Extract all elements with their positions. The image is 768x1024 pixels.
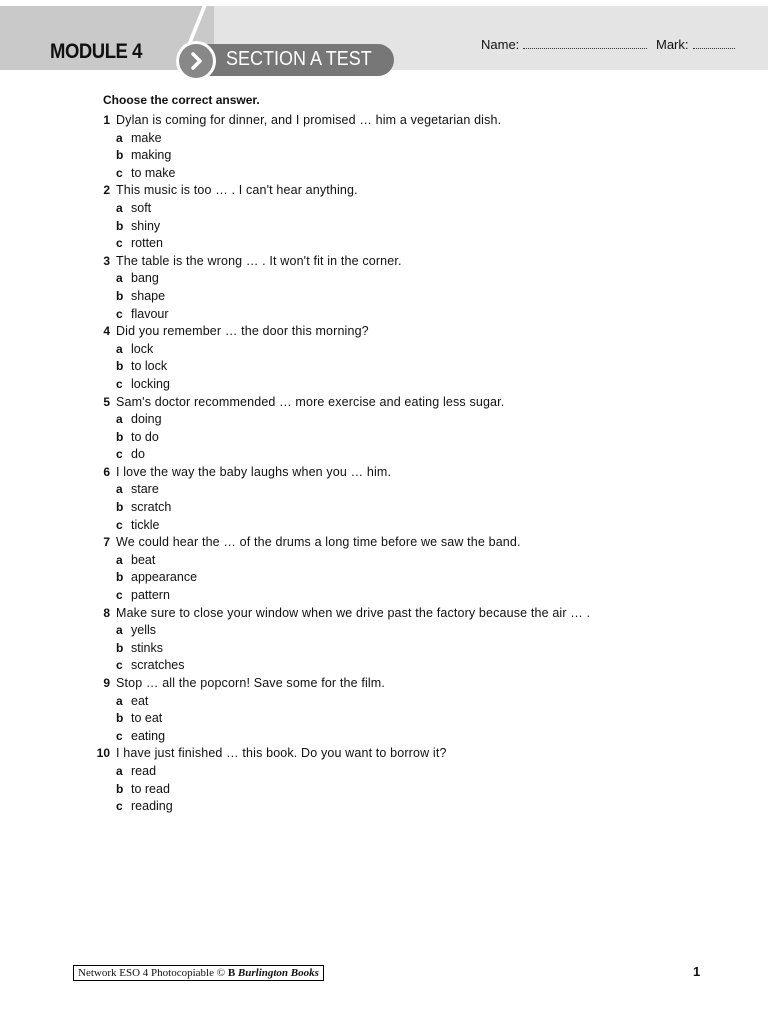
- question-text: I have just finished … this book. Do you want to borrow it?: [116, 746, 447, 761]
- answer-option[interactable]: [94, 376, 714, 394]
- section-title: SECTION A TEST: [226, 48, 372, 70]
- option-text: stinks: [131, 640, 163, 655]
- answer-option[interactable]: [94, 499, 714, 517]
- question-number: 5: [103, 394, 110, 409]
- answer-option[interactable]: [94, 728, 714, 746]
- option-letter: b: [116, 711, 124, 726]
- answer-option[interactable]: [94, 288, 714, 306]
- mark-label: Mark:: [656, 37, 689, 52]
- footer-copyright: [73, 965, 324, 981]
- option-letter: b: [116, 429, 124, 444]
- option-letter: c: [116, 376, 123, 391]
- answer-option[interactable]: [94, 781, 714, 799]
- option-text: shape: [131, 288, 166, 303]
- question-line: [94, 745, 714, 763]
- option-text: scratches: [131, 658, 185, 673]
- name-blank[interactable]: [523, 39, 647, 49]
- option-text: scratch: [131, 500, 172, 515]
- question-item: [94, 605, 714, 675]
- question-text: I love the way the baby laughs when you … him.: [116, 464, 392, 479]
- option-letter: b: [116, 359, 124, 374]
- question-text: Make sure to close your window when we drive past the factory because the air … .: [116, 605, 591, 620]
- question-text: This music is too … . I can't hear anything.: [116, 183, 358, 198]
- question-item: [94, 534, 714, 604]
- option-letter: b: [116, 218, 124, 233]
- option-letter: a: [116, 130, 123, 145]
- question-number: 7: [103, 535, 110, 550]
- option-letter: b: [116, 288, 124, 303]
- name-field: [481, 37, 647, 52]
- question-item: [94, 253, 714, 323]
- option-text: shiny: [131, 218, 161, 233]
- option-text: make: [131, 130, 162, 145]
- publisher-logo: B: [227, 967, 236, 979]
- question-number: 2: [103, 183, 110, 198]
- question-list: [94, 112, 714, 816]
- question-number: 6: [103, 464, 110, 479]
- option-letter: c: [116, 517, 123, 532]
- question-line: [94, 394, 714, 412]
- answer-option[interactable]: [94, 200, 714, 218]
- copyright-text: Network ESO 4 Photocopiable ©: [78, 967, 228, 979]
- question-line: [94, 464, 714, 482]
- module-title: MODULE 4: [50, 40, 142, 63]
- option-text: appearance: [131, 570, 198, 585]
- option-text: tickle: [131, 517, 160, 532]
- option-text: read: [131, 763, 157, 778]
- option-text: to make: [131, 165, 176, 180]
- question-number: 9: [103, 676, 110, 690]
- option-text: to lock: [131, 359, 168, 374]
- option-letter: a: [116, 482, 123, 497]
- answer-option[interactable]: [94, 130, 714, 148]
- option-letter: b: [116, 640, 124, 655]
- answer-option[interactable]: [94, 693, 714, 711]
- question-item: [94, 323, 714, 393]
- option-text: rotten: [131, 236, 163, 251]
- question-number: 10: [96, 746, 110, 761]
- question-number: 1: [103, 113, 110, 127]
- option-text: to eat: [131, 711, 163, 726]
- option-letter: c: [116, 658, 123, 673]
- answer-option[interactable]: [94, 147, 714, 165]
- question-number: 4: [103, 324, 110, 339]
- option-letter: c: [116, 447, 123, 462]
- option-text: soft: [131, 200, 152, 215]
- question-line: [94, 253, 714, 271]
- option-text: do: [131, 447, 145, 462]
- answer-option[interactable]: [94, 341, 714, 359]
- option-letter: b: [116, 148, 124, 163]
- chevron-right-icon: [176, 41, 216, 81]
- answer-option[interactable]: [94, 569, 714, 587]
- question-line: [94, 323, 714, 341]
- question-number: 8: [103, 605, 110, 620]
- option-text: beat: [131, 552, 156, 567]
- question-line: [94, 112, 714, 130]
- answer-option[interactable]: [94, 270, 714, 288]
- question-item: [94, 675, 714, 745]
- option-text: bang: [131, 271, 159, 286]
- answer-option[interactable]: [94, 798, 714, 816]
- option-letter: c: [116, 728, 123, 743]
- option-text: stare: [131, 482, 159, 497]
- option-letter: a: [116, 200, 123, 215]
- mark-blank[interactable]: [693, 39, 735, 49]
- option-letter: c: [116, 165, 123, 180]
- option-text: yells: [131, 623, 157, 638]
- option-letter: a: [116, 693, 123, 708]
- option-letter: c: [116, 588, 123, 603]
- question-number: 3: [103, 253, 110, 268]
- option-letter: c: [116, 236, 123, 251]
- question-line: [94, 605, 714, 623]
- option-letter: c: [116, 799, 123, 814]
- option-letter: a: [116, 341, 123, 356]
- question-text: Did you remember … the door this morning?: [116, 324, 369, 339]
- option-letter: c: [116, 306, 123, 321]
- question-text: Sam's doctor recommended … more exercise and eating less sugar.: [116, 394, 505, 409]
- option-text: pattern: [131, 588, 170, 603]
- option-text: eat: [131, 693, 149, 708]
- publisher-name: Burlington Books: [237, 967, 319, 979]
- question-text: Dylan is coming for dinner, and I promised … him a vegetarian dish.: [116, 113, 502, 127]
- question-item: [94, 745, 714, 815]
- question-text: We could hear the … of the drums a long time before we saw the band.: [116, 535, 521, 550]
- option-text: locking: [131, 376, 170, 391]
- option-letter: b: [116, 570, 124, 585]
- question-item: [94, 394, 714, 464]
- answer-option[interactable]: [94, 587, 714, 605]
- option-letter: a: [116, 412, 123, 427]
- answer-option[interactable]: [94, 306, 714, 324]
- answer-option[interactable]: [94, 411, 714, 429]
- question-text: The table is the wrong … . It won't fit in the corner.: [116, 253, 402, 268]
- option-text: doing: [131, 412, 162, 427]
- option-letter: b: [116, 500, 124, 515]
- mark-field: [656, 37, 735, 52]
- option-text: to read: [131, 781, 170, 796]
- question-item: [94, 464, 714, 534]
- option-text: lock: [131, 341, 154, 356]
- question-line: [94, 534, 714, 552]
- answer-option[interactable]: [94, 763, 714, 781]
- answer-option[interactable]: [94, 358, 714, 376]
- answer-option[interactable]: [94, 429, 714, 447]
- answer-option[interactable]: [94, 640, 714, 658]
- name-label: Name:: [481, 37, 520, 52]
- answer-option[interactable]: [94, 218, 714, 236]
- option-letter: a: [116, 623, 123, 638]
- option-text: reading: [131, 799, 173, 814]
- answer-option[interactable]: [94, 165, 714, 183]
- question-text: Stop … all the popcorn! Save some for the film.: [116, 676, 385, 690]
- answer-option[interactable]: [94, 517, 714, 535]
- option-letter: a: [116, 271, 123, 286]
- answer-option[interactable]: [94, 235, 714, 253]
- question-item: [94, 112, 714, 182]
- answer-option[interactable]: [94, 446, 714, 464]
- option-letter: a: [116, 763, 123, 778]
- option-text: to do: [131, 429, 159, 444]
- question-line: [94, 182, 714, 200]
- question-item: [94, 182, 714, 252]
- instructions: Choose the correct answer.: [103, 93, 260, 107]
- answer-option[interactable]: [94, 481, 714, 499]
- question-line: [94, 675, 714, 693]
- option-text: making: [131, 148, 172, 163]
- answer-option[interactable]: [94, 657, 714, 675]
- option-text: eating: [131, 728, 166, 743]
- option-text: flavour: [131, 306, 169, 321]
- answer-option[interactable]: [94, 710, 714, 728]
- option-letter: a: [116, 552, 123, 567]
- page-number: 1: [693, 964, 701, 979]
- option-letter: b: [116, 781, 124, 796]
- answer-option[interactable]: [94, 552, 714, 570]
- answer-option[interactable]: [94, 622, 714, 640]
